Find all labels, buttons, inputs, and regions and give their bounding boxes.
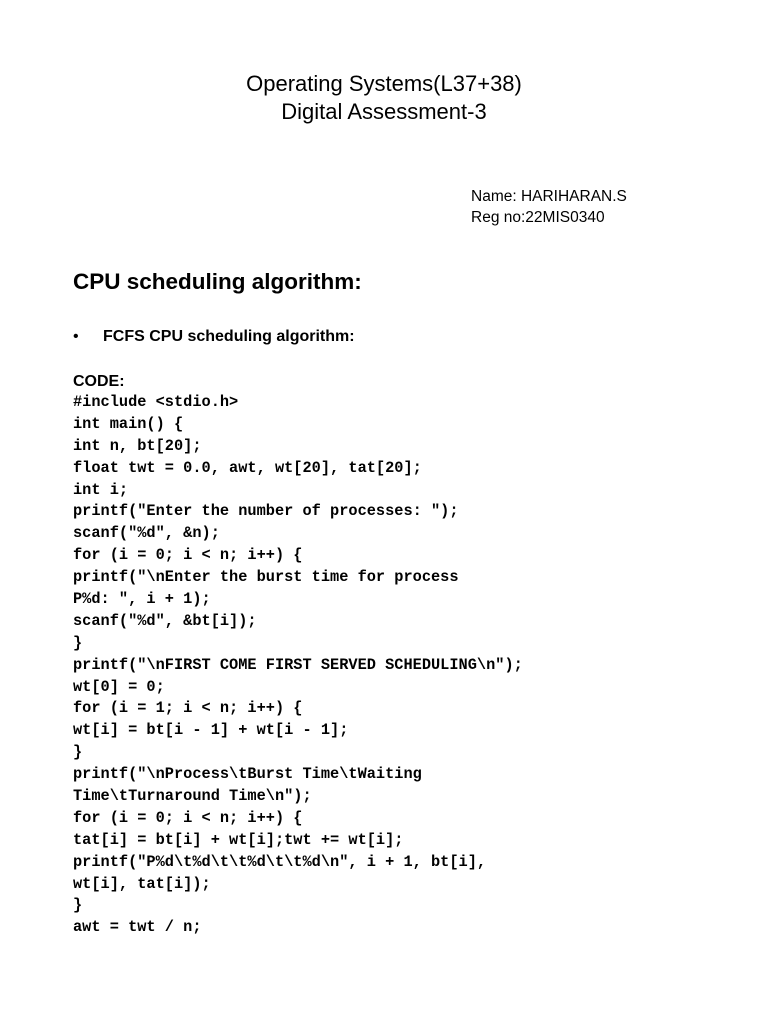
bullet-text: FCFS CPU scheduling algorithm: <box>103 328 355 345</box>
course-title: Operating Systems(L37+38) <box>246 71 522 96</box>
code-line: printf("\nFIRST COME FIRST SERVED SCHEDULING\n"); <box>73 655 523 674</box>
code-line: for (i = 1; i < n; i++) { <box>73 699 303 718</box>
code-line: #include <stdio.h> <box>73 393 239 411</box>
code-line: wt[0] = 0; <box>73 677 165 696</box>
code-line: printf("\nEnter the burst time for process <box>73 568 459 587</box>
code-block <box>73 392 713 939</box>
code-line: int main() { <box>73 414 184 433</box>
code-line: Time\tTurnaround Time\n"); <box>73 787 312 806</box>
code-line: int i; <box>73 480 129 499</box>
code-line: float twt = 0.0, awt, wt[20], tat[20]; <box>73 458 422 477</box>
code-line: tat[i] = bt[i] + wt[i];twt += wt[i]; <box>73 830 404 849</box>
code-line: scanf("%d", &n); <box>73 524 220 543</box>
code-line: wt[i], tat[i]); <box>73 874 211 893</box>
student-name: Name: HARIHARAN.S <box>471 188 627 205</box>
document-title <box>0 70 768 126</box>
code-line: int n, bt[20]; <box>73 436 202 455</box>
code-line: wt[i] = bt[i - 1] + wt[i - 1]; <box>73 721 349 740</box>
code-line: printf("Enter the number of processes: "); <box>73 502 459 521</box>
code-line: } <box>73 633 83 652</box>
code-line: for (i = 0; i < n; i++) { <box>73 808 303 827</box>
code-line: scanf("%d", &bt[i]); <box>73 611 257 630</box>
code-line: } <box>73 896 83 915</box>
code-line: printf("P%d\t%d\t\t%d\t\t%d\n", i + 1, bt[i], <box>73 852 487 871</box>
student-info <box>471 186 627 228</box>
bullet-marker: • <box>73 328 79 345</box>
assessment-title: Digital Assessment-3 <box>281 99 487 124</box>
code-line: } <box>73 743 83 762</box>
code-line: awt = twt / n; <box>73 918 202 937</box>
code-label: CODE: <box>73 373 125 390</box>
bullet-item <box>73 326 355 348</box>
student-reg-no: Reg no:22MIS0340 <box>471 209 605 226</box>
code-line: for (i = 0; i < n; i++) { <box>73 546 303 565</box>
code-line: P%d: ", i + 1); <box>73 590 211 609</box>
section-heading: CPU scheduling algorithm: <box>73 269 362 294</box>
code-line: printf("\nProcess\tBurst Time\tWaiting <box>73 765 422 784</box>
